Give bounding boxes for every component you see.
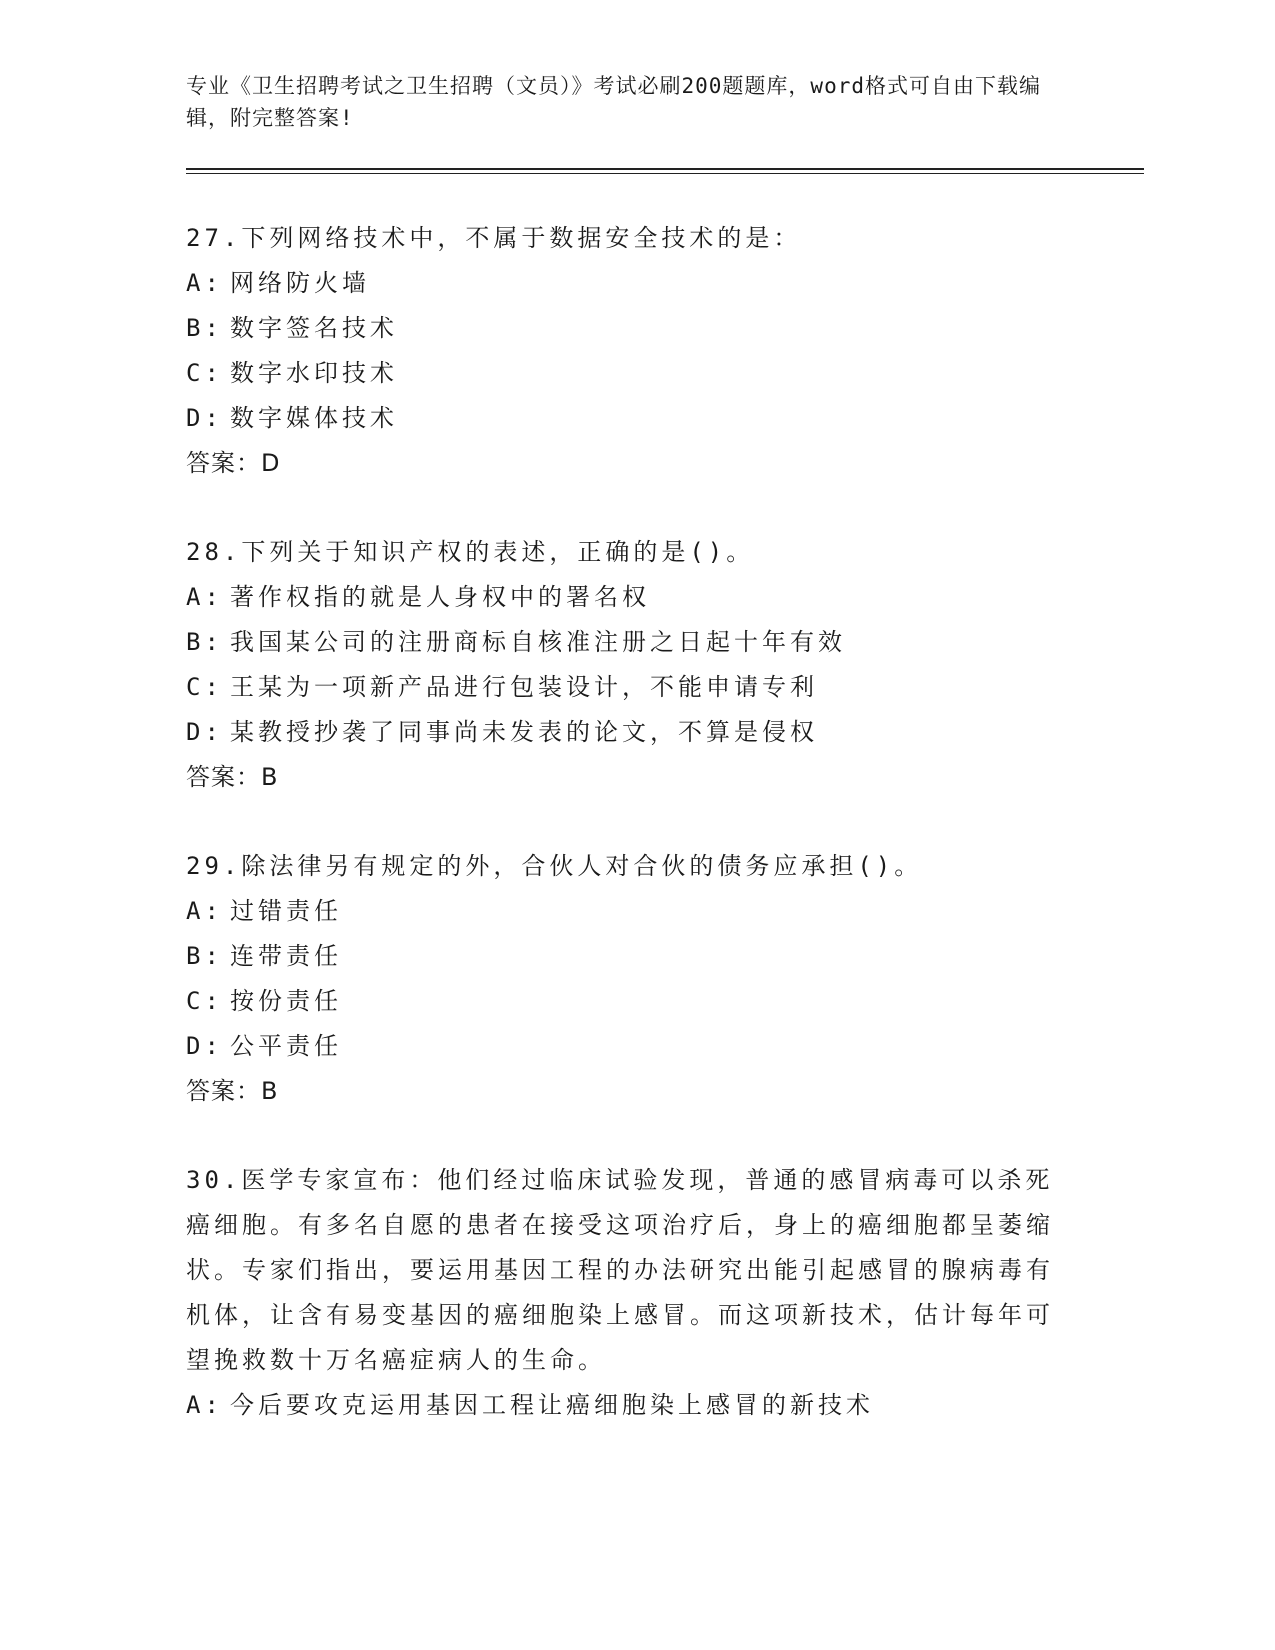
question-29 [186,844,1146,1114]
option-letter: C: [186,987,223,1015]
option-a [186,575,1146,620]
option-letter: B: [186,942,223,970]
option-text: 按份责任 [230,987,342,1015]
document-page [186,70,1146,1472]
option-text: 数字媒体技术 [230,404,398,432]
option-text: 某教授抄袭了同事尚未发表的论文，不算是侵权 [230,718,818,746]
option-d [186,710,1146,755]
question-stem: 29.除法律另有规定的外，合伙人对合伙的债务应承担()。 [186,852,923,880]
option-letter: D: [186,1032,223,1060]
option-text: 王某为一项新产品进行包装设计，不能申请专利 [230,673,818,701]
option-text: 数字水印技术 [230,359,398,387]
option-b [186,620,1146,665]
option-text: 我国某公司的注册商标自核准注册之日起十年有效 [230,628,846,656]
header-divider [186,168,1144,170]
option-letter: D: [186,404,223,432]
option-letter: A: [186,897,223,925]
question-28 [186,530,1146,800]
answer-line: 答案：D [186,449,281,477]
option-letter: B: [186,628,223,656]
question-list [186,216,1146,1428]
document-header: 专业《卫生招聘考试之卫生招聘（文员）》考试必刷200题题库，word格式可自由下载编辑，附完整答案! [186,74,1041,130]
option-text: 数字签名技术 [230,314,398,342]
option-d [186,396,1146,441]
option-letter: A: [186,583,223,611]
option-text: 连带责任 [230,942,342,970]
option-d [186,1024,1146,1069]
option-c [186,979,1146,1024]
answer-line: 答案：B [186,763,279,791]
option-text: 过错责任 [230,897,342,925]
option-a [186,261,1146,306]
question-stem: 28.下列关于知识产权的表述，正确的是()。 [186,538,755,566]
option-letter: A: [186,269,223,297]
option-a [186,1383,1146,1428]
option-text: 公平责任 [230,1032,342,1060]
question-30 [186,1158,1146,1428]
option-a [186,889,1146,934]
option-letter: B: [186,314,223,342]
question-stem: 27.下列网络技术中，不属于数据安全技术的是： [186,224,802,252]
option-c [186,665,1146,710]
option-c [186,351,1146,396]
option-letter: C: [186,673,223,701]
option-letter: C: [186,359,223,387]
question-stem: 30.医学专家宣布：他们经过临床试验发现，普通的感冒病毒可以杀死癌细胞。有多名自愿的患者在接受这项治疗后，身上的癌细胞都呈萎缩状。专家们指出，要运用基因工程的办法研究出能引起感冒的腺病毒有机体，让含有易变基因的癌细胞染上感冒。而这项新技术，估计每年可望挽救数十万名癌症病人的生命。 [186,1166,1054,1374]
option-letter: A: [186,1391,223,1419]
option-text: 著作权指的就是人身权中的署名权 [230,583,650,611]
option-b [186,306,1146,351]
option-text: 网络防火墙 [230,269,370,297]
header-divider-thin [186,173,1144,174]
option-letter: D: [186,718,223,746]
option-text: 今后要攻克运用基因工程让癌细胞染上感冒的新技术 [230,1391,874,1419]
answer-line: 答案：B [186,1077,279,1105]
option-b [186,934,1146,979]
question-27 [186,216,1146,486]
